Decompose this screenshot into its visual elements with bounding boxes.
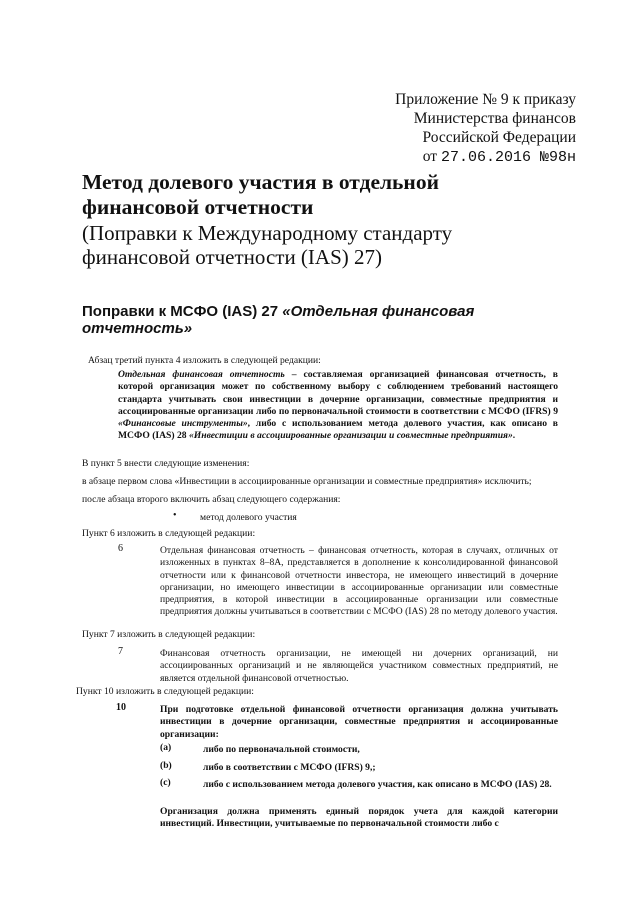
appendix-line-2: Министерства финансов bbox=[413, 110, 576, 127]
p4-end: . bbox=[512, 430, 516, 442]
p4-term: Отдельная финансовая отчетность bbox=[118, 369, 285, 380]
section-heading-plain: Поправки к МСФО (IAS) 27 bbox=[82, 303, 283, 320]
p4-text-2: , либо с использованием метода долевого участия, как описано в МСФО (IAS) 28 bbox=[118, 418, 558, 442]
appendix-line-4 bbox=[336, 147, 576, 167]
p10-a-label: (a) bbox=[160, 742, 172, 753]
p5-bullet-text: метод долевого участия bbox=[200, 512, 297, 523]
p10-c-label: (c) bbox=[160, 777, 171, 788]
document-subtitle: (Поправки к Международному стандарту финансовой отчетности (IAS) 27) bbox=[82, 221, 453, 269]
appendix-date-prefix: от bbox=[422, 148, 438, 165]
section-heading bbox=[82, 303, 582, 337]
p4-italic-ref-2: «Инвестиции в ассоциированные организации и совместные предприятия» bbox=[188, 430, 513, 442]
p6-number: 6 bbox=[118, 543, 123, 554]
p10-a-text: либо по первоначальной стоимости, bbox=[203, 744, 360, 755]
appendix-header bbox=[336, 90, 576, 167]
p10-c-text: либо с использованием метода долевого участия, как описано в МСФО (IAS) 28. bbox=[203, 779, 552, 790]
p7-number: 7 bbox=[118, 646, 123, 657]
p4-definition bbox=[118, 369, 558, 443]
p4-text: – составляемая организацией финансовая отчетность, в которой организация может по собственному выбору с соблюдением требований настоящего стандарта учитывать свои инвестиции в дочерние организации, совместные предприятия и ассоциированные организации либо по первоначальной стоимости в соответствии с МСФО (IFRS) 9 bbox=[118, 369, 558, 417]
p10-text: При подготовке отдельной финансовой отчетности организация должна учитывать инвестиции в дочерние организации, совместные предприятия и ассоциированные организации: bbox=[160, 704, 558, 740]
appendix-line-3: Российской Федерации bbox=[422, 129, 576, 146]
bullet-icon: • bbox=[173, 510, 177, 521]
p6-text: Отдельная финансовая отчетность – финансовая отчетность, которая в случаях, отличных от изложенных в пунктах 8–8А, представляется в дополнение к консолидированной финансовой отчетности или к финансовой отчетности инвестора, не имеющего инвестиций в дочерние организации, но имеющего инвестиции в ассоциированные организации или совместные предприятия, в которой инвестиции в ассоциированные организации или совместные предприятия должны учитываться в соответствии с МСФО (IAS) 28 по методу долевого участия. bbox=[160, 545, 558, 618]
p5-line-1: в абзаце первом слова «Инвестиции в ассоциированные организации и совместные предприятия» исключить; bbox=[82, 476, 532, 487]
p7-text: Финансовая отчетность организации, не имеющей ни дочерних организаций, ни ассоциированных организаций и не являющейся участником совместных предприятий, не является отдельной финансовой отчетностью. bbox=[160, 648, 558, 684]
p5-intro: В пункт 5 внести следующие изменения: bbox=[82, 458, 250, 469]
p10-b-text: либо в соответствии с МСФО (IFRS) 9,; bbox=[203, 762, 376, 773]
section-heading-italic: «Отдельная финансовая отчетность» bbox=[82, 303, 475, 337]
p10-b-label: (b) bbox=[160, 760, 172, 771]
appendix-line-1: Приложение № 9 к приказу bbox=[395, 91, 576, 108]
p10-number: 10 bbox=[116, 702, 126, 713]
p7-intro: Пункт 7 изложить в следующей редакции: bbox=[82, 629, 256, 640]
p10-tail: Организация должна применять единый порядок учета для каждой категории инвестиций. Инвестиции, учитываемые по первоначальной стоимости либо с bbox=[160, 806, 558, 830]
p10-intro: Пункт 10 изложить в следующей редакции: bbox=[76, 686, 254, 697]
p4-italic-ref: «Финансовые инструменты» bbox=[118, 418, 248, 430]
appendix-date-stamp: 27.06.2016 №98н bbox=[440, 149, 576, 166]
document-title: Метод долевого участия в отдельной финансовой отчетности bbox=[82, 170, 439, 219]
p4-intro: Абзац третий пункта 4 изложить в следующей редакции: bbox=[88, 355, 321, 366]
p6-intro: Пункт 6 изложить в следующей редакции: bbox=[82, 528, 256, 539]
p5-line-2: после абзаца второго включить абзац следующего содержания: bbox=[82, 494, 341, 505]
